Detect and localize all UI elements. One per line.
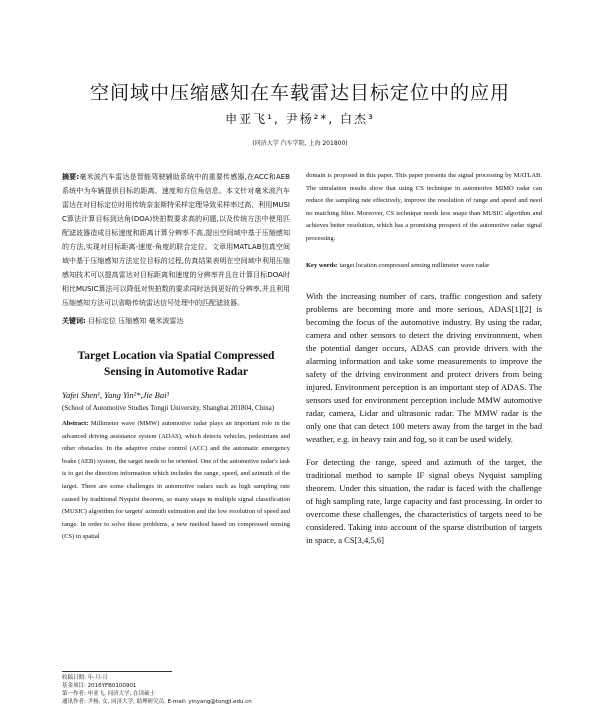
intro-paragraph-1: With the increasing number of cars, traffic congestion and safety problems are becoming more and more serious, ADAS[1][2] is becoming the focus of the automotive industry. By using the radar, camera and other sensors to detect the driving environment, when the potential danger occurs, ADAS can provide drivers with the alarming information and take some measurements to improve the safety of the driving environment and protect drivers from being injured. Environment perception is an important step of ADAS. The sensors used for environment perception include MMW automotive radar, camera, Lidar and ultrasonic radar. The MMW radar is the only one that can detect 100 meters away from the target in the bad weather, e.g. in heavy rain and fog, so it can be used widely. [306, 290, 542, 444]
en-abstract-continued: domain is proposed in this paper. This paper presents the signal processing by MATLAB. The simulation results show that using CS technique in automotive MIMO radar can reduce the sampling rate effectively, improve the resolution of range and speed and need no matching filter. Moreover, CS technique needs less snaps than MUSIC algorithm and achieves better resolution, which has a promising prospect of the automotive radar signal processing. [306, 172, 542, 242]
cn-abstract-label: 摘要: [62, 173, 80, 181]
cn-keywords-text: 目标定位 压缩感知 毫米波雷达 [88, 317, 184, 325]
en-abstract [62, 418, 290, 544]
cn-authors: 申亚飞¹, 尹杨²*, 白杰³ [225, 112, 375, 126]
page-title: 空间域中压缩感知在车载雷达目标定位中的应用 [89, 82, 510, 104]
en-authors: Yafei Shen¹, Yang Yin²*,Jie Bai³ [62, 390, 169, 400]
en-keywords-label: Key words: [306, 261, 338, 269]
footnote-received: 收稿日期: 年-月-日 [62, 675, 109, 681]
cn-abstract [62, 170, 290, 310]
footnote-corresponding: 通讯作者: 尹杨, 女, 同济大学, 助理研究员. E-mail: yinyang@tongji.edu.cn [62, 699, 252, 705]
en-keywords [306, 260, 542, 272]
footnotes [62, 671, 542, 706]
footnote-first-author: 第一作者: 申亚飞, 同济大学, 在读硕士 [62, 691, 156, 697]
en-keywords-text: target location compressed sensing millimeter wave radar [339, 261, 490, 269]
cn-keywords [62, 316, 290, 326]
en-title: Target Location via Spatial Compressed Sensing in Automotive Radar [77, 350, 275, 378]
en-abstract-label: Abstract: [62, 420, 89, 427]
right-column [306, 170, 542, 547]
footnote-fund: 基金项目: 2016YFB0100901 [62, 683, 137, 689]
cn-affiliation: (同济大学 汽车学院, 上海 201800) [252, 140, 348, 147]
en-affiliation: (School of Automotive Studies Tongji University, Shanghai 201804, China) [62, 404, 275, 412]
intro-paragraph-2: For detecting the range, speed and azimuth of the target, the traditional method to sample IF signal obeys Nyquist sampling theorem. Under this situation, the radar is faced with the challenge of high sampling rate, large capacity and fast processing. In order to overcome these challenges, the characteristics of targets need to be considered. Taking into account of the sparse distribution of targets in space, a CS[3,4,5,6] [306, 456, 542, 545]
cn-keywords-label: 关键词: [62, 317, 86, 325]
cn-abstract-text: 毫米波汽车雷达是智能驾驶辅助系统中的重要传感器,在ACC和AEB系统中为车辆提供目标的距离、速度和方位角信息。本文针对毫米波汽车雷达在对目标定位时用传统奈奎斯特采样定理导致采样率过高、利用MUSIC算法计算目标到达角(DOA)快拍数要求高的问题,以及传统方法中使用匹配滤波器造成目标速度和距离计算分辨率不高,提出空间域中基于压缩感知的方法,实现对目标距离-速度-角度的联合定位。文章用MATLAB仿真空间域中基于压缩感知方法定位目标的过程,仿真结果表明在空间域中利用压缩感知技术可以提高雷达对目标距离和速度的分辨率并且在计算目标DOA时相比MUSIC算法可以降低对快拍数的要求同时达到更好的分辨率,并且利用压缩感知方法可以省略传统雷达信号处理中的匹配滤波器。 [62, 173, 290, 307]
left-column [62, 170, 290, 544]
en-abstract-text: Millimeter wave (MMW) automotive radar plays an important role in the advanced driving assistance system (ADAS), which detects vehicles, pedestrians and other obstacles. In the adaptive cruise control (ACC) and the automatic emergency brake (AEB) system, the target needs to be oriented. One of the automotive radar's task is to get the direction information which includes the range, speed, and azimuth of the target. There are some challenges in automotive radars such as high sampling rate caused by traditional Nyquist theorem, so many snaps in multiple signal classification (MUSIC) algorithm for targets' azimuth estimation and the low resolution of speed and range. In order to solve these problems, a new method based on compressed sensing (CS) in spatial [62, 420, 290, 541]
footnote-rule [62, 671, 172, 672]
